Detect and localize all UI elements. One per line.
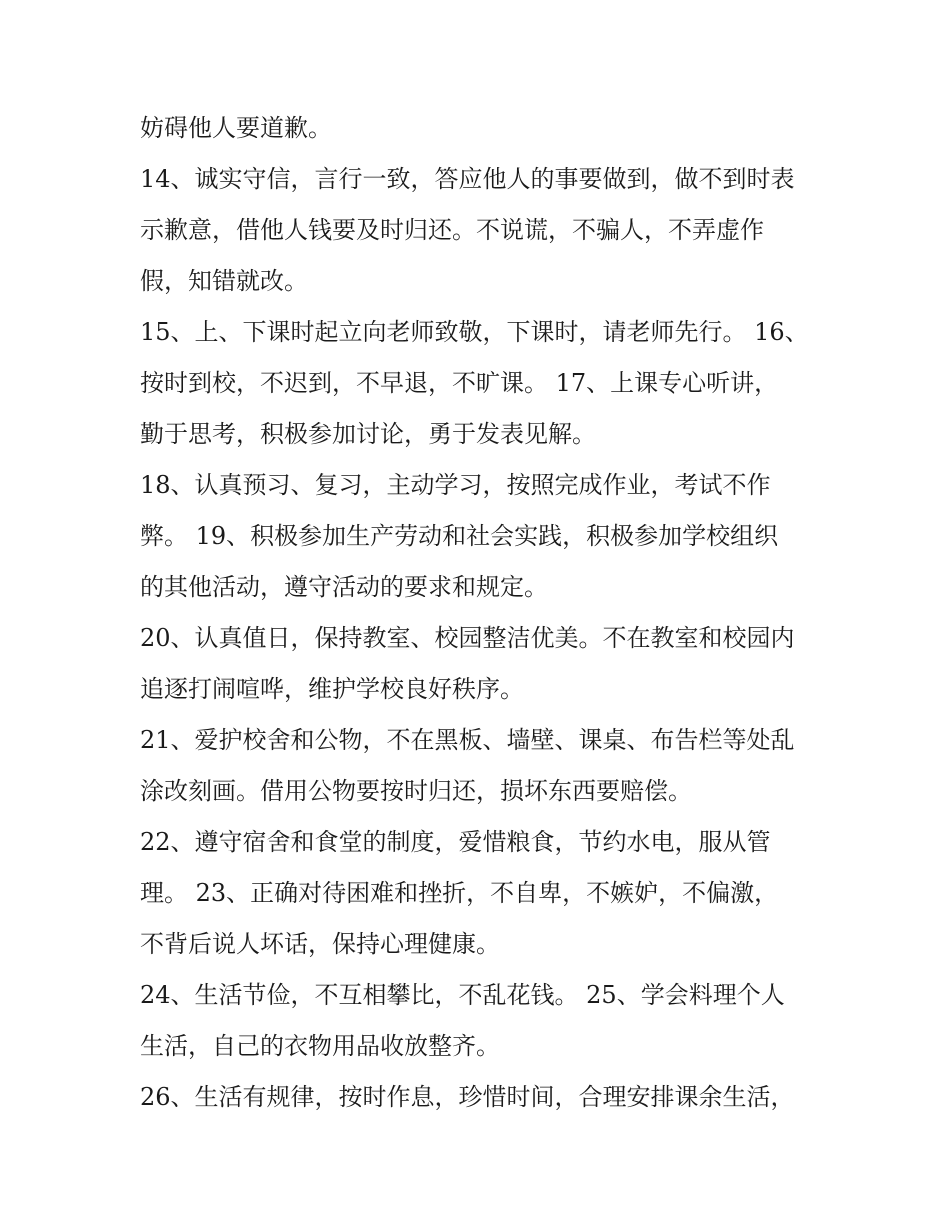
text-line: 涂改刻画。借用公物要按时归还，损坏东西要赔偿。 xyxy=(140,777,692,805)
text-line: 不背后说人坏话，保持心理健康。 xyxy=(140,930,500,958)
text-line: 15、上、下课时起立向老师致敬，下课时，请老师先行。 16、 xyxy=(140,318,809,346)
text-line: 26、生活有规律，按时作息，珍惜时间，合理安排课余生活， xyxy=(140,1083,795,1111)
text-line: 14、诚实守信，言行一致，答应他人的事要做到，做不到时表 xyxy=(140,165,795,193)
text-line: 22、遵守宿舍和食堂的制度，爱惜粮食，节约水电，服从管 xyxy=(140,828,771,856)
text-line: 勤于思考，积极参加讨论，勇于发表见解。 xyxy=(140,420,596,448)
text-line: 假，知错就改。 xyxy=(140,267,308,295)
text-line: 妨碍他人要道歉。 xyxy=(140,114,332,142)
text-line: 生活，自己的衣物用品收放整齐。 xyxy=(140,1032,500,1060)
text-line: 按时到校，不迟到，不早退，不旷课。 17、上课专心听讲， xyxy=(140,369,779,397)
text-line: 追逐打闹喧哗，维护学校良好秩序。 xyxy=(140,675,524,703)
text-line: 弊。 19、积极参加生产劳动和社会实践，积极参加学校组织 xyxy=(140,522,779,550)
text-line: 理。 23、正确对待困难和挫折，不自卑，不嫉妒，不偏激， xyxy=(140,879,779,907)
text-line: 21、爱护校舍和公物，不在黑板、墙壁、课桌、布告栏等处乱 xyxy=(140,726,795,754)
document-body xyxy=(140,103,830,1123)
text-line: 18、认真预习、复习，主动学习，按照完成作业，考试不作 xyxy=(140,471,771,499)
text-line: 的其他活动，遵守活动的要求和规定。 xyxy=(140,573,548,601)
text-line: 20、认真值日，保持教室、校园整洁优美。不在教室和校园内 xyxy=(140,624,795,652)
text-line: 示歉意，借他人钱要及时归还。不说谎，不骗人，不弄虚作 xyxy=(140,216,764,244)
text-line: 24、生活节俭，不互相攀比，不乱花钱。 25、学会料理个人 xyxy=(140,981,785,1009)
